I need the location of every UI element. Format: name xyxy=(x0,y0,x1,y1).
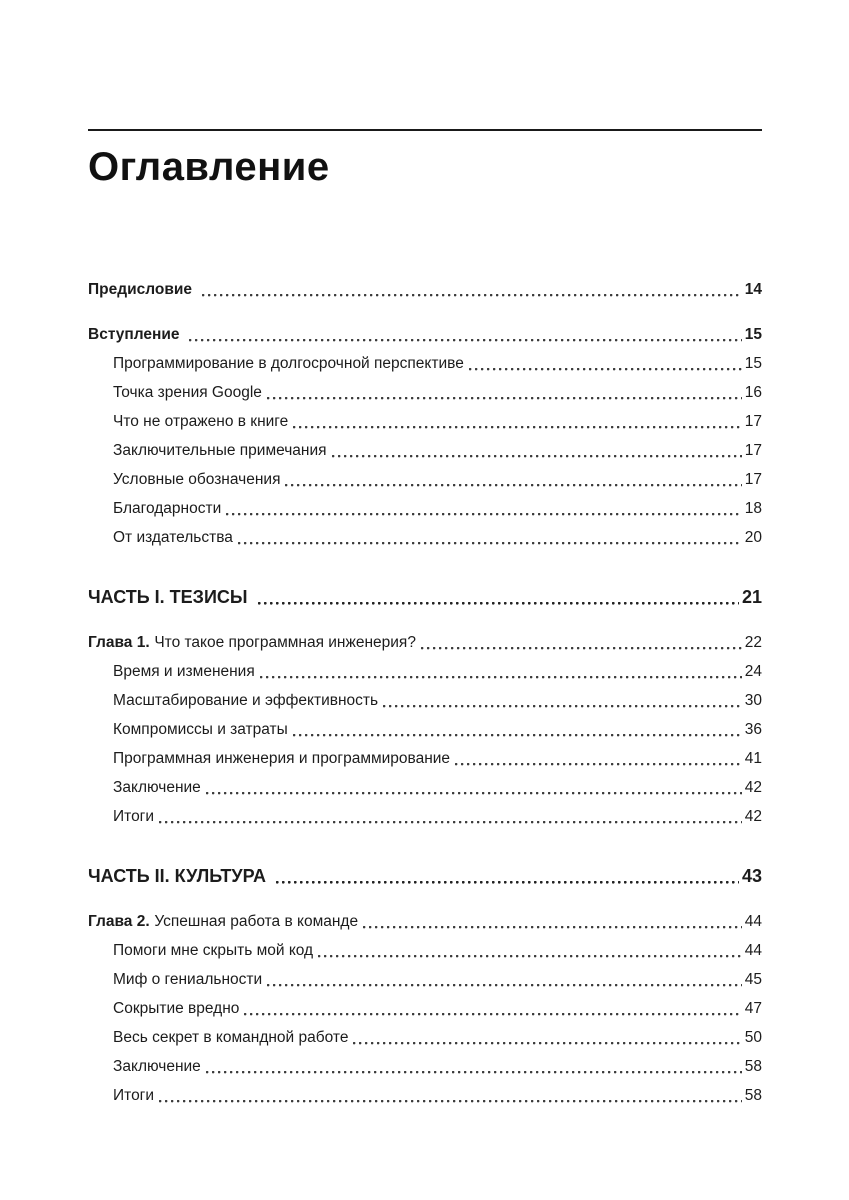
entry-label: Программирование в долгосрочной перспективе xyxy=(113,355,464,372)
entry-label: Масштабирование и эффективность xyxy=(113,692,379,709)
entry-page-number: 58 xyxy=(744,1087,762,1104)
dotted-leader xyxy=(421,632,742,653)
entry-label: Успешная работа в команде xyxy=(154,913,359,930)
dotted-leader xyxy=(202,279,742,300)
toc-entry xyxy=(88,773,762,802)
entry-label: Заключительные примечания xyxy=(113,442,327,459)
page-title: Оглавление xyxy=(88,145,330,189)
entry-page-number: 44 xyxy=(744,942,762,959)
toc-entry xyxy=(88,1023,762,1052)
entry-label: Заключение xyxy=(113,1058,201,1075)
entry-page-number: 47 xyxy=(744,1000,762,1017)
entry-prefix: Предисловие xyxy=(88,281,193,298)
entry-label: Заключение xyxy=(113,779,201,796)
entry-label: Итоги xyxy=(113,808,154,825)
entry-label: Сокрытие вредно xyxy=(113,1000,240,1017)
toc-entry xyxy=(88,494,762,523)
entry-label: Что не отражено в книге xyxy=(113,413,289,430)
entry-page-number: 16 xyxy=(744,384,762,401)
dotted-leader xyxy=(469,353,742,374)
entry-prefix: Вступление xyxy=(88,326,180,343)
toc-entry xyxy=(88,965,762,994)
dotted-leader xyxy=(267,382,742,403)
entry-label: Что такое программная инженерия? xyxy=(154,634,416,651)
toc-entry xyxy=(88,1081,762,1110)
entry-page-number: 44 xyxy=(744,913,762,930)
toc-entry xyxy=(88,862,762,891)
entry-label: От издательства xyxy=(113,529,233,546)
entry-label: Время и изменения xyxy=(113,663,255,680)
entry-page-number: 45 xyxy=(744,971,762,988)
entry-page-number: 43 xyxy=(741,866,762,886)
dotted-leader xyxy=(206,777,742,798)
dotted-leader xyxy=(238,527,742,548)
toc-entry xyxy=(88,583,762,612)
entry-label: Итоги xyxy=(113,1087,154,1104)
entry-label: Точка зрения Google xyxy=(113,384,262,401)
dotted-leader xyxy=(285,469,741,490)
entry-page-number: 20 xyxy=(744,529,762,546)
toc-entry xyxy=(88,436,762,465)
entry-page-number: 24 xyxy=(744,663,762,680)
toc-entry xyxy=(88,744,762,773)
entry-page-number: 50 xyxy=(744,1029,762,1046)
entry-page-number: 36 xyxy=(744,721,762,738)
dotted-leader xyxy=(293,411,742,432)
toc-entry xyxy=(88,994,762,1023)
entry-label: Миф о гениальности xyxy=(113,971,263,988)
entry-page-number: 41 xyxy=(744,750,762,767)
toc-entry xyxy=(88,936,762,965)
toc-entry xyxy=(88,407,762,436)
dotted-leader xyxy=(206,1056,742,1077)
toc-entry xyxy=(88,320,762,349)
toc-entry xyxy=(88,686,762,715)
toc-entry xyxy=(88,349,762,378)
toc-entry xyxy=(88,907,762,936)
toc-entry xyxy=(88,275,762,304)
toc-entry xyxy=(88,465,762,494)
entry-page-number: 15 xyxy=(744,326,762,343)
dotted-leader xyxy=(189,324,742,345)
dotted-leader xyxy=(318,940,742,961)
dotted-leader xyxy=(159,1085,742,1106)
entry-page-number: 15 xyxy=(744,355,762,372)
entry-page-number: 17 xyxy=(744,442,762,459)
toc-entry xyxy=(88,715,762,744)
dotted-leader xyxy=(267,969,742,990)
entry-page-number: 22 xyxy=(744,634,762,651)
toc-list xyxy=(88,275,762,1110)
entry-label: Благодарности xyxy=(113,500,222,517)
toc-entry xyxy=(88,802,762,831)
entry-page-number: 18 xyxy=(744,500,762,517)
dotted-leader xyxy=(383,690,742,711)
dotted-leader xyxy=(293,719,742,740)
entry-page-number: 58 xyxy=(744,1058,762,1075)
entry-prefix: ЧАСТЬ I. ТЕЗИСЫ xyxy=(88,587,248,607)
entry-label: Компромиссы и затраты xyxy=(113,721,288,738)
dotted-leader xyxy=(226,498,742,519)
dotted-leader xyxy=(159,806,742,827)
toc-entry xyxy=(88,657,762,686)
top-divider xyxy=(88,129,762,131)
entry-page-number: 17 xyxy=(744,471,762,488)
entry-label: Условные обозначения xyxy=(113,471,281,488)
entry-page-number: 30 xyxy=(744,692,762,709)
entry-page-number: 42 xyxy=(744,779,762,796)
toc-entry xyxy=(88,1052,762,1081)
entry-page-number: 14 xyxy=(744,281,762,298)
entry-label: Весь секрет в командной работе xyxy=(113,1029,349,1046)
entry-page-number: 21 xyxy=(741,587,762,607)
entry-label: Помоги мне скрыть мой код xyxy=(113,942,314,959)
dotted-leader xyxy=(455,748,742,769)
toc-entry xyxy=(88,628,762,657)
entry-label: Программная инженерия и программирование xyxy=(113,750,451,767)
dotted-leader xyxy=(258,587,739,608)
dotted-leader xyxy=(353,1027,741,1048)
entry-page-number: 17 xyxy=(744,413,762,430)
entry-prefix: Глава 1. xyxy=(88,634,150,651)
toc-entry xyxy=(88,378,762,407)
entry-prefix: ЧАСТЬ II. КУЛЬТУРА xyxy=(88,866,266,886)
toc-entry xyxy=(88,523,762,552)
dotted-leader xyxy=(260,661,742,682)
dotted-leader xyxy=(244,998,741,1019)
entry-page-number: 42 xyxy=(744,808,762,825)
dotted-leader xyxy=(276,866,739,887)
entry-prefix: Глава 2. xyxy=(88,913,150,930)
dotted-leader xyxy=(363,911,742,932)
dotted-leader xyxy=(332,440,742,461)
